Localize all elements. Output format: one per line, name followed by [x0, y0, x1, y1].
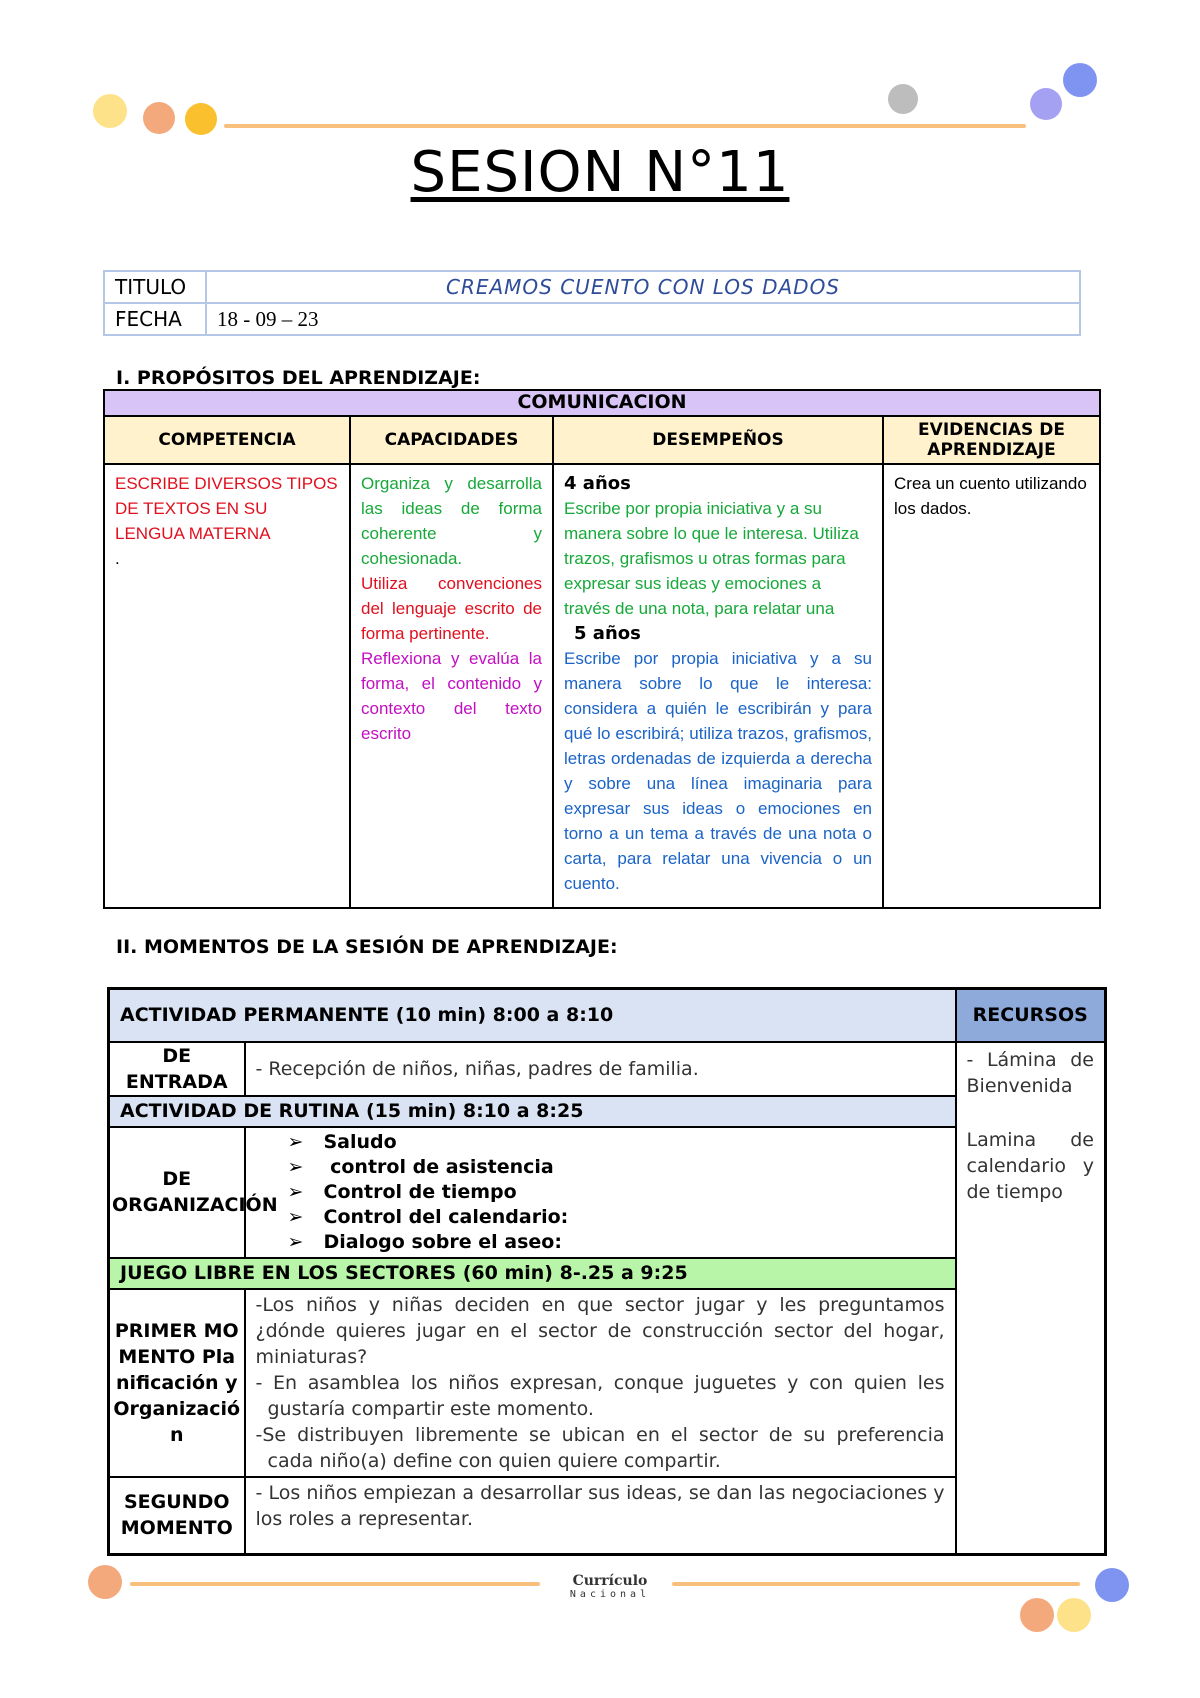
- organizacion-item: ➢ Saludo: [292, 1130, 945, 1155]
- decor-dot-orange: [88, 1565, 122, 1599]
- fecha-value: 18 - 09 – 23: [206, 303, 1080, 335]
- decor-dot-gold: [185, 103, 217, 135]
- col-capacidades: CAPACIDADES: [350, 416, 553, 464]
- decor-dot-blue: [1063, 63, 1097, 97]
- session-info-table: [103, 270, 1081, 336]
- primer-momento-cell: [245, 1289, 956, 1477]
- decor-dot-yellow: [1057, 1598, 1091, 1632]
- fecha-label: FECHA: [104, 303, 206, 335]
- titulo-value: CREAMOS CUENTO CON LOS DADOS: [206, 271, 1080, 303]
- purposes-table: [103, 389, 1101, 909]
- entrada-label: DE ENTRADA: [109, 1042, 245, 1096]
- age4-label: 4 años: [564, 473, 631, 494]
- primer-momento-label: PRIMER MOMENTO Planificación y Organización: [109, 1289, 245, 1477]
- capacidad-1: Organiza y desarrolla las ideas de forma coherente y cohesionada.: [361, 474, 542, 568]
- organizacion-item: ➢ control de asistencia: [292, 1155, 945, 1180]
- decor-dot-blue: [1095, 1568, 1129, 1602]
- juego-libre-heading: JUEGO LIBRE EN LOS SECTORES (60 min) 8-.25 a 9:25: [109, 1258, 956, 1289]
- recurso-2: Lamina de calendario y de tiempo: [966, 1128, 1094, 1203]
- organizacion-list: [256, 1130, 945, 1255]
- age4-text: Escribe por propia iniciativa y a su manera sobre lo que le interesa. Utiliza trazos, grafismos u otras formas para expresar sus ideas y emociones a través de una nota, para relatar una: [564, 499, 859, 618]
- recurso-1: - Lámina de Bienvenida: [966, 1048, 1094, 1097]
- decor-dot-orange: [1020, 1598, 1054, 1632]
- organizacion-item: ➢ Control del calendario:: [292, 1205, 945, 1230]
- title-row: [104, 271, 1080, 303]
- decor-line-bottom-left: [130, 1582, 540, 1586]
- primer-momento-text: - En asamblea los niños expresan, conque juguetes y con quien les gustaría compartir este momento.: [255, 1371, 945, 1420]
- age5-text: Escribe por propia iniciativa y a su manera sobre lo que le interesa: considera a quién le escribirán y para qué lo escribirá; utiliza trazos, grafismos, letras ordenadas de izquierda a derecha y sobre una línea imaginaria para expresar sus ideas o emociones en torno a un tema a través de una nota o carta, para relatar una vivencia o un cuento.: [564, 649, 872, 893]
- segundo-momento-label: SEGUNDO MOMENTO: [109, 1477, 245, 1555]
- recursos-heading: RECURSOS: [956, 989, 1106, 1042]
- actividad-permanente-heading: ACTIVIDAD PERMANENTE (10 min) 8:00 a 8:10: [109, 989, 956, 1042]
- segundo-momento-text: - Los niños empiezan a desarrollar sus ideas, se dan las negociaciones y los roles a representar.: [245, 1477, 956, 1555]
- organizacion-item: ➢ Control de tiempo: [292, 1180, 945, 1205]
- decor-dot-gray: [888, 84, 918, 114]
- competencia-cell: [104, 464, 350, 908]
- primer-momento-text: -Los niños y niñas deciden en que sector jugar y les preguntamos ¿dónde quieres jugar en el sector de construcción sector del hogar, miniaturas?: [255, 1293, 945, 1368]
- section2-heading: II. MOMENTOS DE LA SESIÓN DE APRENDIZAJE:: [116, 936, 618, 958]
- entrada-text: - Recepción de niños, niñas, padres de familia.: [245, 1042, 956, 1096]
- evidencias-text: Crea un cuento utilizando los dados.: [894, 474, 1087, 518]
- logo-line1: Currículo: [572, 1573, 648, 1589]
- decor-dot-yellow: [93, 94, 127, 128]
- competencia-dot: .: [115, 549, 120, 568]
- col-competencia: COMPETENCIA: [104, 416, 350, 464]
- page-title: SESION N°11: [410, 140, 790, 205]
- recursos-cell: [956, 1042, 1106, 1555]
- area-heading: COMUNICACION: [104, 390, 1100, 416]
- organizacion-label: DE ORGANIZACIÓN: [109, 1127, 245, 1258]
- col-desempenos: DESEMPEÑOS: [553, 416, 883, 464]
- titulo-label: TITULO: [104, 271, 206, 303]
- logo-line2: Nacional: [569, 1589, 651, 1600]
- evidencias-cell: [883, 464, 1100, 908]
- decor-line-bottom-right: [672, 1582, 1080, 1586]
- capacidad-2: Utiliza convenciones del lenguaje escrito de forma pertinente.: [361, 574, 542, 643]
- curriculo-nacional-logo: [560, 1573, 660, 1600]
- moments-table: [107, 987, 1107, 1556]
- organizacion-list-cell: [245, 1127, 956, 1258]
- desempenos-cell: [553, 464, 883, 908]
- date-row: [104, 303, 1080, 335]
- age5-label: 5 años: [574, 623, 641, 644]
- decor-dot-purple: [1030, 88, 1062, 120]
- capacidad-3: Reflexiona y evalúa la forma, el contenido y contexto del texto escrito: [361, 649, 542, 743]
- actividad-rutina-heading: ACTIVIDAD DE RUTINA (15 min) 8:10 a 8:25: [109, 1096, 956, 1127]
- capacidades-cell: [350, 464, 553, 908]
- organizacion-item: ➢ Dialogo sobre el aseo:: [292, 1230, 945, 1255]
- col-evidencias: EVIDENCIAS DE APRENDIZAJE: [883, 416, 1100, 464]
- section1-heading: I. PROPÓSITOS DEL APRENDIZAJE:: [116, 367, 481, 389]
- decor-line-top: [224, 124, 1026, 128]
- competencia-text: ESCRIBE DIVERSOS TIPOS DE TEXTOS EN SU LENGUA MATERNA: [115, 474, 338, 543]
- decor-dot-orange: [143, 102, 175, 134]
- primer-momento-text: -Se distribuyen libremente se ubican en el sector de su preferencia cada niño(a) define con quien quiere compartir.: [255, 1423, 945, 1472]
